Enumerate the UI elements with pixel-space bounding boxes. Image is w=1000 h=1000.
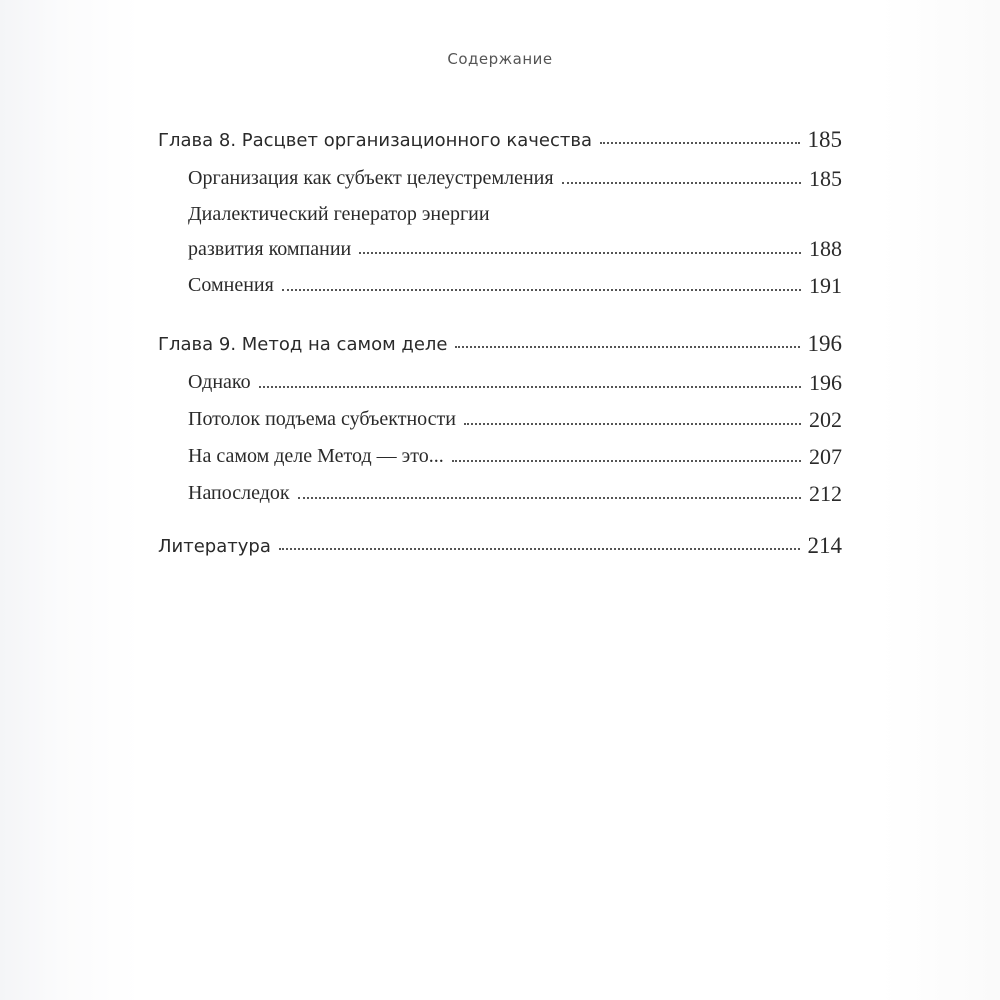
dot-leader	[282, 289, 801, 291]
toc-section[interactable]	[158, 364, 842, 401]
page-number: 202	[809, 406, 842, 432]
section-title: Потолок подъема субъектности	[188, 408, 456, 430]
toc-section[interactable]	[158, 401, 842, 438]
dot-leader	[359, 252, 801, 254]
dot-leader	[600, 142, 799, 144]
chapter-title: Глава 9. Метод на самом деле	[158, 333, 448, 355]
section-title-line-2: развития компании	[188, 237, 352, 260]
dot-leader	[455, 346, 799, 348]
toc-section[interactable]	[158, 475, 842, 512]
page-header: Содержание	[447, 50, 553, 68]
chapter-title: Литература	[158, 535, 271, 557]
section-title: Сомнения	[188, 274, 274, 296]
page-number: 214	[807, 533, 842, 558]
section-title: На самом деле Метод — это...	[188, 445, 444, 467]
section-title: Организация как субъект целеустремления	[188, 167, 554, 189]
toc-chapter-9[interactable]	[158, 324, 842, 364]
chapter-title: Глава 8. Расцвет организационного качества	[158, 129, 593, 151]
toc-section[interactable]	[158, 160, 842, 197]
spacer	[158, 512, 842, 526]
section-title: Однако	[188, 371, 251, 393]
page-number: 185	[809, 165, 842, 191]
dot-leader	[259, 386, 801, 388]
toc-chapter-8[interactable]	[158, 120, 842, 160]
dot-leader	[562, 182, 801, 184]
spacer	[158, 304, 842, 324]
dot-leader	[452, 460, 801, 462]
page-number: 188	[809, 236, 842, 261]
page-number: 207	[809, 443, 842, 469]
page-number: 196	[809, 369, 842, 395]
toc-section[interactable]	[158, 267, 842, 304]
toc-literature[interactable]	[158, 526, 842, 566]
toc-section[interactable]	[158, 438, 842, 475]
section-title-line-1: Диалектический генератор энергии	[188, 203, 490, 225]
table-of-contents	[158, 120, 842, 566]
page-number: 196	[807, 331, 842, 356]
dot-leader	[464, 423, 801, 425]
toc-section[interactable]	[158, 197, 842, 267]
page-number: 185	[807, 127, 842, 152]
dot-leader	[279, 548, 800, 550]
dot-leader	[298, 497, 801, 499]
page-number: 191	[809, 272, 842, 298]
section-title: Напоследок	[188, 482, 290, 504]
page-number: 212	[809, 480, 842, 506]
